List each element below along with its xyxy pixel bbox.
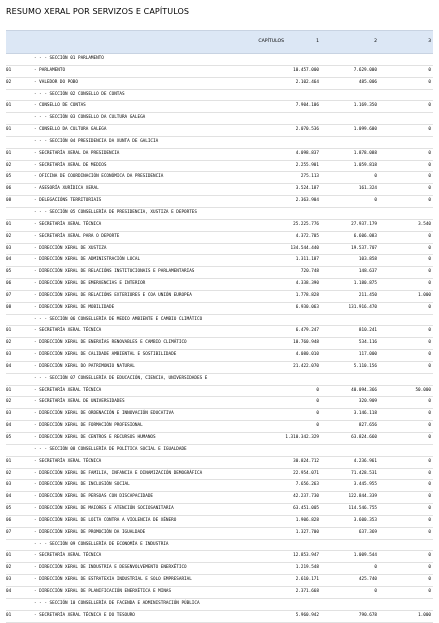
row-chapter-2-value: 1.180.875 <box>353 281 377 287</box>
row-chapter-1-value: 275.113 <box>300 174 319 180</box>
row-chapter-3-value: 0 <box>428 553 431 559</box>
section-row <box>6 599 433 611</box>
row-code: 01 <box>6 127 12 133</box>
row-chapter-2-value: 425.740 <box>358 577 377 583</box>
row-chapter-2-value: 534.116 <box>358 340 377 346</box>
table-row <box>6 101 433 113</box>
row-code: 05 <box>6 506 12 512</box>
row-chapter-2-value: 0 <box>374 174 377 180</box>
table-row <box>6 326 433 338</box>
row-code: 04 <box>6 257 12 263</box>
row-code: 02 <box>6 470 12 476</box>
row-description: - ASESORÍA XURÍDICA XERAL <box>34 186 99 192</box>
row-chapter-2-value: 1.169.350 <box>353 103 377 109</box>
row-chapter-1-value: 1.311.187 <box>295 257 319 263</box>
table-row <box>6 563 433 575</box>
table-row <box>6 220 433 232</box>
row-chapter-1-value: 21.422.070 <box>293 363 319 369</box>
row-chapter-2-value: 4.236.961 <box>353 458 377 464</box>
row-chapter-3-value: 0 <box>428 198 431 204</box>
row-chapter-3-value: 0 <box>428 458 431 464</box>
row-description: - DIRECCIÓN XERAL DE ADMINISTRACIÓN LOCAL <box>34 257 141 263</box>
row-description: - VALEDOR DO POBO <box>34 79 78 85</box>
row-chapter-2-value: 117.000 <box>358 352 377 358</box>
row-description: - DIRECCIÓN XERAL DE INDUSTRIA E DESENVOLVEMENTO ENERXÉTICO <box>34 565 187 571</box>
row-chapter-1-value: 2.070.536 <box>295 127 319 133</box>
row-description: - OFICINA DE COORDINACIÓN ECONÓMICA DA PRESIDENCIA <box>34 174 164 180</box>
table-row <box>6 397 433 409</box>
row-description: - SECRETARÍA XERAL DA PRESIDENCIA <box>34 150 120 156</box>
row-chapter-2-value: 3.600.353 <box>353 517 377 523</box>
section-row <box>6 445 433 457</box>
table-row <box>6 232 433 244</box>
row-code: 03 <box>6 245 12 251</box>
row-code: 01 <box>6 67 12 73</box>
row-chapter-1-value: 5.960.942 <box>295 612 319 618</box>
row-chapter-2-value: 810.241 <box>358 328 377 334</box>
row-chapter-1-value: 22.954.071 <box>293 470 319 476</box>
row-chapter-2-value: 320.909 <box>358 399 377 405</box>
table-row <box>6 433 433 445</box>
row-description: - SECRETARÍA XERAL TÉCNICA <box>34 553 102 559</box>
row-code: 01 <box>6 458 12 464</box>
table-row <box>6 469 433 481</box>
section-row <box>6 315 433 327</box>
section-row <box>6 540 433 552</box>
row-chapter-2-value: 103.858 <box>358 257 377 263</box>
row-chapter-3-value: 0 <box>428 363 431 369</box>
row-chapter-2-value: 122.844.339 <box>348 494 377 500</box>
row-chapter-2-value: 19.537.707 <box>351 245 377 251</box>
row-chapter-1-value: 2.610.171 <box>295 577 319 583</box>
row-chapter-2-value: 6.606.083 <box>353 233 377 239</box>
row-chapter-2-value: 1.059.818 <box>353 162 377 168</box>
row-chapter-3-value: 0 <box>428 435 431 440</box>
row-chapter-1-value: 10.760.948 <box>293 340 319 346</box>
row-code: 06 <box>6 281 12 287</box>
row-code: 01 <box>6 103 12 109</box>
row-description: - DIRECCIÓN XERAL DE LOITA CONTRA A VIOLENCIA DE XÉNERO <box>34 517 177 523</box>
row-chapter-2-value: 0 <box>374 588 377 594</box>
row-description: - DIRECCIÓN XERAL DE ESTRATEXIA INDUSTRIAL E SOLO EMPRESARIAL <box>34 577 192 583</box>
row-code: 04 <box>6 494 12 500</box>
row-description: - DIRECCIÓN XERAL DE RELACIÓNS EXTERIORES E COA UNIÓN EUROPEA <box>34 292 192 298</box>
row-chapter-2-value: 27.937.179 <box>351 221 377 227</box>
row-chapter-2-value: 161.324 <box>358 186 377 192</box>
row-chapter-1-value: 4.080.010 <box>295 352 319 358</box>
row-chapter-1-value: 1.327.700 <box>295 529 319 535</box>
row-chapter-1-value: 3.524.187 <box>295 186 319 192</box>
row-description: - - - SECCIÓN 01 PARLAMENTO <box>34 56 104 61</box>
table-row <box>6 409 433 421</box>
section-row <box>6 113 433 125</box>
table-row <box>6 528 433 540</box>
row-chapter-3-value: 0 <box>428 186 431 192</box>
row-chapter-2-value: 5.110.156 <box>353 363 377 369</box>
table-row <box>6 291 433 303</box>
row-chapter-1-value: 720.748 <box>300 269 319 275</box>
row-chapter-2-value: 0 <box>374 565 377 571</box>
row-chapter-1-value: 25.225.776 <box>293 221 319 227</box>
row-chapter-3-value: 0 <box>428 233 431 239</box>
row-chapter-3-value: 0 <box>428 352 431 358</box>
row-code: 03 <box>6 482 12 488</box>
header-chapter-1: 1 <box>316 39 319 44</box>
row-chapter-2-value: 485.006 <box>358 79 377 85</box>
table-row <box>6 421 433 433</box>
row-chapter-3-value: 50.000 <box>415 387 431 393</box>
row-chapter-2-value: 790.678 <box>358 612 377 618</box>
row-description: - SECRETARÍA XERAL PARA O DEPORTE <box>34 233 120 239</box>
row-chapter-1-value: 134.544.440 <box>290 245 319 251</box>
row-chapter-2-value: 114.546.755 <box>348 506 377 512</box>
row-chapter-2-value: 3.146.118 <box>353 411 377 417</box>
table-row <box>6 350 433 362</box>
row-chapter-1-value: 1.310.342.329 <box>285 435 319 440</box>
row-chapter-3-value: 0 <box>428 150 431 156</box>
row-chapter-3-value: 0 <box>428 506 431 512</box>
table-row <box>6 611 433 623</box>
table-row <box>6 172 433 184</box>
table-row <box>6 184 433 196</box>
section-row <box>6 54 433 66</box>
row-chapter-1-value: 4.098.837 <box>295 150 319 156</box>
row-chapter-3-value: 0 <box>428 517 431 523</box>
header-capitulos: CAPÍTULOS <box>258 39 284 44</box>
row-description: - - - SECCIÓN 06 CONSELLERÍA DE MEDIO AMBIENTE E CAMBIO CLIMÁTICO <box>34 316 203 322</box>
row-description: - SECRETARÍA XERAL DE UNIVERSIDADES <box>34 399 125 405</box>
row-description: - DIRECCIÓN XERAL DE FORMACIÓN PROFESIONAL <box>34 423 143 429</box>
row-chapter-1-value: 30.824.712 <box>293 458 319 464</box>
table-row <box>6 480 433 492</box>
row-code: 02 <box>6 340 12 346</box>
row-description: - DIRECCIÓN XERAL DE PERSOAS CON DISCAPACIDADE <box>34 494 153 500</box>
row-chapter-2-value: 211.450 <box>358 292 377 298</box>
row-chapter-1-value: 2.255.901 <box>295 162 319 168</box>
row-code: 04 <box>6 588 12 594</box>
row-code: 08 <box>6 198 12 204</box>
row-chapter-1-value: 4.372.705 <box>295 233 319 239</box>
row-chapter-3-value: 0 <box>428 399 431 405</box>
table-row <box>6 66 433 78</box>
table-row <box>6 161 433 173</box>
table-row <box>6 255 433 267</box>
row-description: - DIRECCIÓN XERAL DE ENERXÍAS RENOVABLES E CAMBIO CLIMÁTICO <box>34 340 187 346</box>
row-chapter-3-value: 0 <box>428 162 431 168</box>
row-description: - DIRECCIÓN XERAL DE PLANIFICACIÓN ENERXÉTICA E MINAS <box>34 588 172 594</box>
row-chapter-1-value: 10.457.000 <box>293 67 319 73</box>
table-row <box>6 362 433 374</box>
row-chapter-3-value: 1.000 <box>418 292 431 298</box>
page-title: RESUMO XERAL POR SERVIZOS E CAPÍTULOS <box>6 7 190 16</box>
row-code: 05 <box>6 269 12 275</box>
row-code: 05 <box>6 174 12 180</box>
row-chapter-1-value: 2.371.668 <box>295 588 319 594</box>
row-code: 01 <box>6 328 12 334</box>
row-description: - - - SECCIÓN 03 CONSELLO DA CULTURA GALEGA <box>34 115 146 121</box>
table-row <box>6 551 433 563</box>
row-chapter-3-value: 0 <box>428 127 431 133</box>
row-description: - - - SECCIÓN 04 PRESIDENCIA DA XUNTA DE GALICIA <box>34 138 159 144</box>
row-chapter-1-value: 1.219.548 <box>295 565 319 571</box>
row-code: 02 <box>6 162 12 168</box>
row-chapter-3-value: 0 <box>428 588 431 594</box>
row-code: 05 <box>6 435 12 440</box>
row-description: - DIRECCIÓN XERAL DE XUSTIZA <box>34 245 107 251</box>
row-description: - - - SECCIÓN 05 CONSELLERÍA DE PRESIDENCIA, XUSTIZA E DEPORTES <box>34 209 197 215</box>
row-chapter-3-value: 0 <box>428 304 431 310</box>
row-description: - DIRECCIÓN XERAL DE INCLUSIÓN SOCIAL <box>34 482 130 488</box>
row-description: - PARLAMENTO <box>34 67 66 73</box>
table-row <box>6 267 433 279</box>
row-chapter-3-value: 0 <box>428 423 431 429</box>
table-row <box>6 492 433 504</box>
row-chapter-2-value: 3.445.955 <box>353 482 377 488</box>
row-chapter-2-value: 0 <box>374 198 377 204</box>
table-body <box>6 54 433 623</box>
section-row <box>6 374 433 386</box>
row-code: 06 <box>6 186 12 192</box>
row-code: 01 <box>6 221 12 227</box>
row-chapter-3-value: 0 <box>428 328 431 334</box>
row-chapter-2-value: 71.428.531 <box>351 470 377 476</box>
row-chapter-3-value: 3.540 <box>418 221 431 227</box>
header-chapter-2: 2 <box>374 39 377 44</box>
row-code: 03 <box>6 411 12 417</box>
row-chapter-3-value: 0 <box>428 340 431 346</box>
row-description: - DIRECCIÓN XERAL DE RELACIÓNS INSTITUCIONAIS E PARLAMENTARIAS <box>34 269 195 275</box>
row-chapter-1-value: 6.930.063 <box>295 304 319 310</box>
row-chapter-3-value: 0 <box>428 103 431 109</box>
row-description: - DIRECCIÓN XERAL DE MOBILIDADE <box>34 304 115 310</box>
row-description: - DIRECCIÓN XERAL DE CALIDADE AMBIENTAL E SOSTIBILIDADE <box>34 352 177 358</box>
row-chapter-3-value: 0 <box>428 281 431 287</box>
row-chapter-3-value: 0 <box>428 79 431 85</box>
table-row <box>6 457 433 469</box>
row-description: - DIRECCIÓN XERAL DE FAMILIA, INFANCIA E DINAMIZACIÓN DEMOGRÁFICA <box>34 470 203 476</box>
row-chapter-2-value: 1.099.600 <box>353 127 377 133</box>
row-chapter-3-value: 0 <box>428 529 431 535</box>
row-chapter-3-value: 1.000 <box>418 612 431 618</box>
row-code: 02 <box>6 565 12 571</box>
row-description: - - - SECCIÓN 07 CONSELLERÍA DE EDUCACIÓN, CIENCIA, UNIVERSIDADES E <box>34 375 208 381</box>
table-row <box>6 587 433 599</box>
row-chapter-1-value: 4.338.390 <box>295 281 319 287</box>
row-code: 01 <box>6 553 12 559</box>
section-row <box>6 90 433 102</box>
row-chapter-1-value: 42.237.730 <box>293 494 319 500</box>
row-chapter-2-value: 63.824.660 <box>351 435 377 440</box>
row-chapter-2-value: 40.094.366 <box>351 387 377 393</box>
row-description: - DIRECCIÓN XERAL DE MAIORES E ATENCIÓN SOCIOSANITARIA <box>34 506 174 512</box>
table-row <box>6 125 433 137</box>
row-code: 04 <box>6 363 12 369</box>
row-description: - DIRECCIÓN XERAL DE ORDENACIÓN E INNOVACIÓN EDUCATIVA <box>34 411 174 417</box>
table-row <box>6 149 433 161</box>
row-chapter-3-value: 0 <box>428 565 431 571</box>
table-row <box>6 244 433 256</box>
row-description: - - - SECCIÓN 09 CONSELLERÍA DE ECONOMÍA E INDUSTRIA <box>34 541 169 547</box>
row-code: 01 <box>6 612 12 618</box>
row-chapter-3-value: 0 <box>428 494 431 500</box>
row-description: - - - SECCIÓN 10 CONSELLERÍA DE FACENDA E ADMINISTRACIÓN PÚBLICA <box>34 600 200 606</box>
section-row <box>6 208 433 220</box>
row-description: - SECRETARÍA XERAL TÉCNICA <box>34 328 102 334</box>
row-code: 08 <box>6 304 12 310</box>
row-code: 03 <box>6 352 12 358</box>
row-description: - DELEGACIÓNS TERRITORIAIS <box>34 198 102 204</box>
table-row <box>6 338 433 350</box>
row-description: - DIRECCIÓN XERAL DE PROMOCIÓN DA IGUALDADE <box>34 529 146 535</box>
row-chapter-1-value: 12.853.947 <box>293 553 319 559</box>
row-chapter-2-value: 7.629.000 <box>353 67 377 73</box>
row-chapter-1-value: 1.778.828 <box>295 292 319 298</box>
row-description: - SECRETARÍA XERAL TÉCNICA <box>34 458 102 464</box>
summary-table <box>6 30 433 623</box>
row-code: 02 <box>6 399 12 405</box>
row-chapter-2-value: 637.369 <box>358 529 377 535</box>
row-description: - DIRECCIÓN XERAL DE CENTROS E RECURSOS HUMANOS <box>34 435 156 440</box>
row-chapter-1-value: 7.904.106 <box>295 103 319 109</box>
table-row <box>6 196 433 208</box>
row-code: 01 <box>6 387 12 393</box>
row-code: 01 <box>6 150 12 156</box>
row-chapter-3-value: 0 <box>428 245 431 251</box>
row-chapter-2-value: 131.916.470 <box>348 304 377 310</box>
row-chapter-1-value: 7.656.263 <box>295 482 319 488</box>
row-description: - SECRETARÍA XERAL DE MEDIOS <box>34 162 107 168</box>
table-row <box>6 516 433 528</box>
row-chapter-3-value: 0 <box>428 577 431 583</box>
table-row <box>6 78 433 90</box>
row-description: - SECRETARÍA XERAL TÉCNICA <box>34 387 102 393</box>
row-chapter-1-value: 0 <box>316 411 319 417</box>
table-header <box>6 30 433 54</box>
row-code: 04 <box>6 423 12 429</box>
row-code: 03 <box>6 577 12 583</box>
row-chapter-2-value: 148.637 <box>358 269 377 275</box>
row-chapter-1-value: 1.906.828 <box>295 517 319 523</box>
row-description: - CONSELLO DA CULTURA GALEGA <box>34 127 107 133</box>
row-code: 02 <box>6 79 12 85</box>
row-code: 06 <box>6 517 12 523</box>
row-chapter-3-value: 0 <box>428 67 431 73</box>
row-description: - - - SECCIÓN 08 CONSELLERÍA DE POLÍTICA SOCIAL E IGUALDADE <box>34 446 187 452</box>
row-chapter-3-value: 0 <box>428 482 431 488</box>
row-chapter-1-value: 0 <box>316 423 319 429</box>
row-code: 07 <box>6 292 12 298</box>
row-chapter-1-value: 2.363.904 <box>295 198 319 204</box>
row-description: - DIRECCIÓN XERAL DO PATRIMONIO NATURAL <box>34 363 135 369</box>
row-chapter-2-value: 1.878.088 <box>353 150 377 156</box>
header-chapter-3: 3 <box>428 39 431 44</box>
row-code: 02 <box>6 233 12 239</box>
table-row <box>6 279 433 291</box>
row-chapter-3-value: 0 <box>428 174 431 180</box>
row-chapter-1-value: 0 <box>316 387 319 393</box>
row-description: - SECRETARÍA XERAL TÉCNICA E DO TESOURO <box>34 612 135 618</box>
table-row <box>6 575 433 587</box>
row-code: 07 <box>6 529 12 535</box>
row-description: - CONSELLO DE CONTAS <box>34 103 86 109</box>
row-chapter-1-value: 0 <box>316 399 319 405</box>
row-description: - DIRECCIÓN XERAL DE EMERXENCIAS E INTERIOR <box>34 281 146 287</box>
row-chapter-3-value: 0 <box>428 411 431 417</box>
section-row <box>6 137 433 149</box>
row-chapter-1-value: 63.451.005 <box>293 506 319 512</box>
table-row <box>6 386 433 398</box>
row-chapter-2-value: 1.009.544 <box>353 553 377 559</box>
row-chapter-3-value: 0 <box>428 269 431 275</box>
table-row <box>6 504 433 516</box>
row-chapter-3-value: 0 <box>428 470 431 476</box>
row-chapter-2-value: 827.656 <box>358 423 377 429</box>
row-chapter-1-value: 2.102.464 <box>295 79 319 85</box>
table-row <box>6 303 433 315</box>
row-description: - SECRETARÍA XERAL TÉCNICA <box>34 221 102 227</box>
row-chapter-3-value: 0 <box>428 257 431 263</box>
row-description: - - - SECCIÓN 02 CONSELLO DE CONTAS <box>34 91 125 97</box>
row-chapter-1-value: 6.479.247 <box>295 328 319 334</box>
